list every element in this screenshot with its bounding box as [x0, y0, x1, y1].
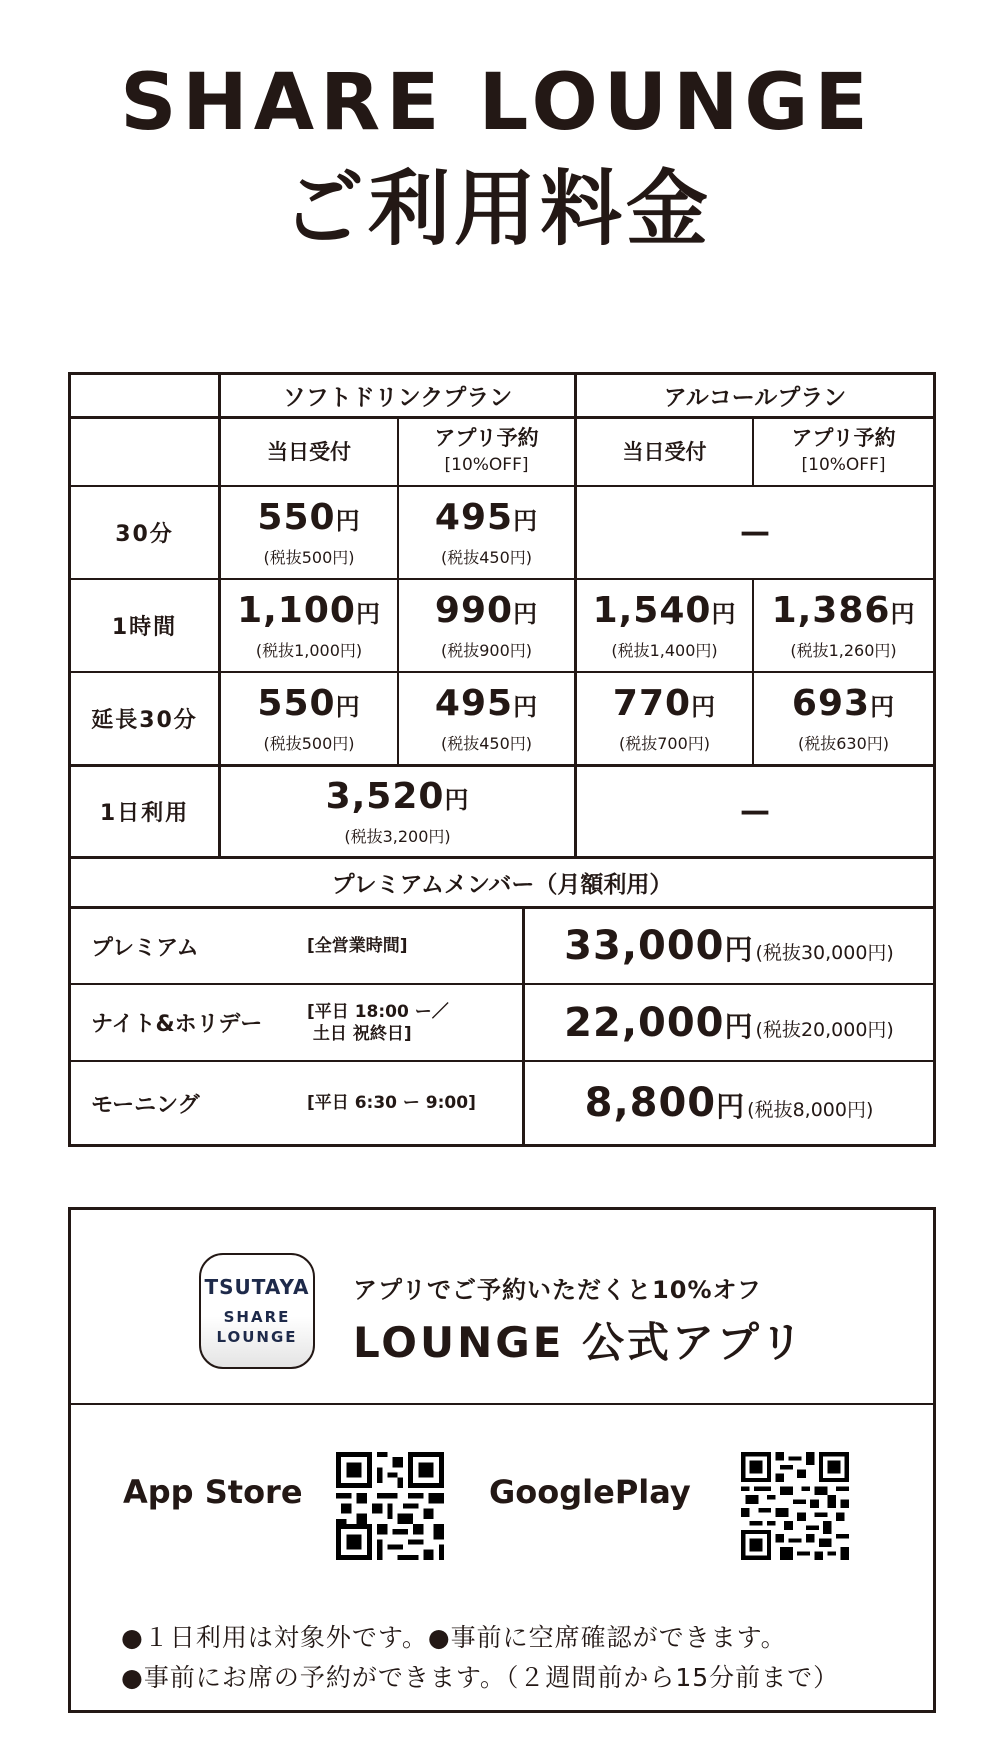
price-cell: 693円 (税抜630円): [791, 682, 896, 753]
not-available-dash: —: [740, 515, 770, 550]
google-play-label: GooglePlay: [489, 1473, 691, 1511]
app-name: LOUNGE 公式アプリ: [353, 1318, 806, 1367]
row-label-1hour: 1時間: [111, 615, 178, 640]
not-available-dash: —: [740, 794, 770, 829]
row-label-30min: 30分: [115, 522, 174, 547]
app-store-label: App Store: [123, 1473, 303, 1511]
membership-price: 22,000 円 (税抜20,000円): [564, 999, 894, 1046]
membership-price: 33,000 円 (税抜30,000円): [564, 923, 894, 969]
price-cell: 770円 (税抜700円): [612, 682, 717, 753]
row-label-extension: 延長30分: [91, 708, 198, 733]
membership-title: プレミアムメンバー（月額利用）: [331, 872, 673, 898]
qr-code-icon[interactable]: [741, 1452, 849, 1560]
divider: [71, 1403, 933, 1405]
price-cell: 550円 (税抜500円): [257, 682, 361, 753]
header-alcohol-plan: アルコールプラン: [663, 385, 847, 411]
price-cell: 495円 (税抜450円): [434, 496, 539, 567]
app-info-box: [68, 1207, 936, 1713]
membership-row-morning: モーニング [平日 6:30 ー 9:00]: [91, 1092, 476, 1118]
note-line: ●事前にお席の予約ができます。（２週間前から15分前まで）: [121, 1663, 840, 1692]
row-label-1day: 1日利用: [99, 801, 190, 826]
subheader-alc-app: アプリ予約 [10%OFF]: [791, 426, 896, 475]
page-title-en: SHARE LOUNGE: [120, 58, 874, 148]
membership-row-night-holiday: ナイト&ホリデー [平日 18:00 ー／ 土日 祝終日]: [91, 1001, 449, 1044]
page-title-ja: ご利用料金: [281, 162, 712, 257]
note-line: ●１日利用は対象外です。●事前に空席確認ができます。: [121, 1623, 787, 1652]
subheader-soft-walkin: 当日受付: [267, 439, 351, 464]
price-cell: 1,100円 (税抜1,000円): [237, 589, 381, 660]
app-tagline: アプリでご予約いただくと10%オフ: [353, 1276, 762, 1304]
qr-code-icon[interactable]: [336, 1452, 444, 1560]
membership-row-premium: プレミアム [全営業時間]: [91, 935, 408, 961]
pricing-table: [68, 372, 936, 1147]
tsutaya-share-lounge-app-icon[interactable]: TSUTAYA SHARE LOUNGE: [199, 1253, 315, 1369]
price-cell: 1,386円 (税抜1,260円): [771, 589, 916, 660]
header-soft-drink-plan: ソフトドリンクプラン: [282, 385, 513, 411]
notes: [121, 1618, 839, 1698]
price-cell: 495円 (税抜450円): [434, 682, 539, 753]
price-cell: 990円 (税抜900円): [434, 589, 539, 660]
price-cell: 550円 (税抜500円): [257, 496, 361, 567]
subheader-soft-app: アプリ予約 [10%OFF]: [434, 426, 539, 475]
price-cell: 3,520円 (税抜3,200円): [325, 775, 470, 846]
membership-price: 8,800 円 (税抜8,000円): [584, 1080, 874, 1126]
subheader-alc-walkin: 当日受付: [622, 439, 707, 464]
price-cell: 1,540円 (税抜1,400円): [592, 589, 737, 660]
